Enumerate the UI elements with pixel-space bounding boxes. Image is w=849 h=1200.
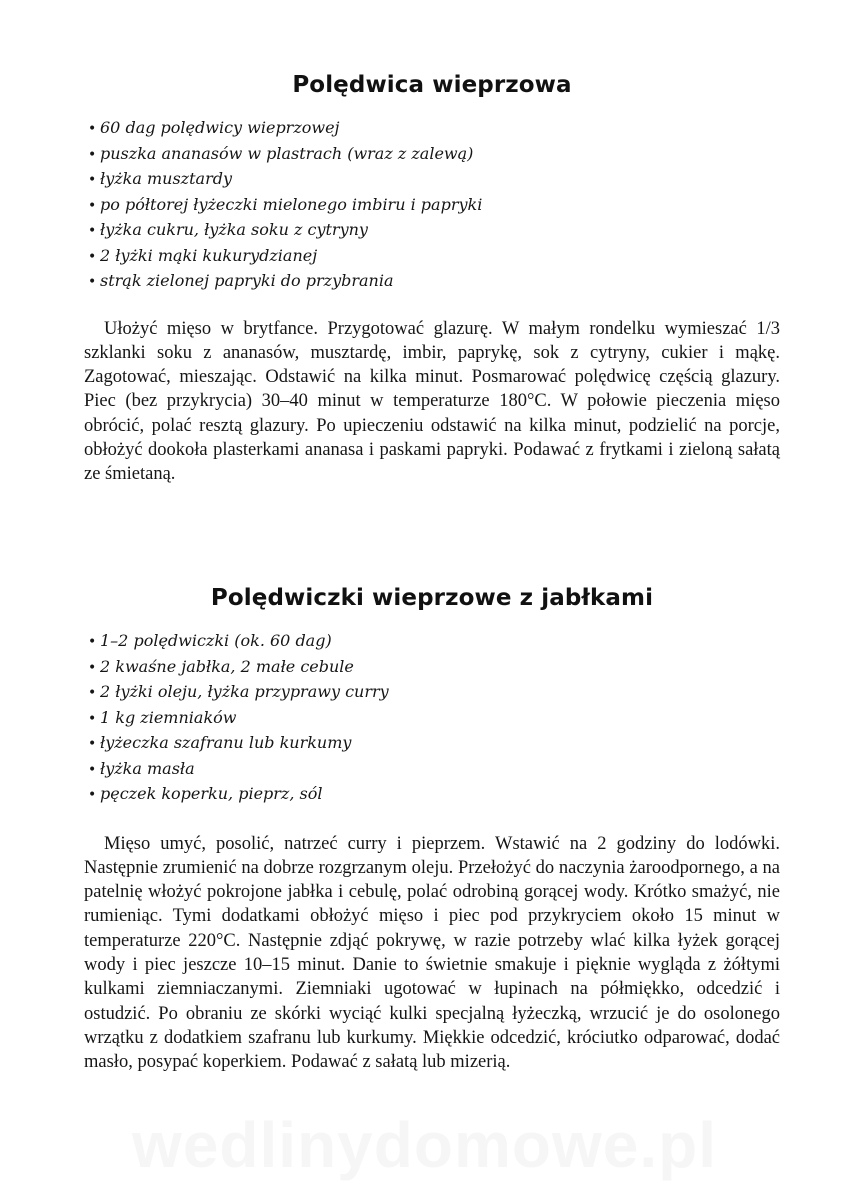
ingredient-text: pęczek koperku, pieprz, sól [100,784,323,803]
ingredient-text: łyżka musztardy [100,169,232,188]
bullet-icon: • [88,710,97,727]
ingredient-item [88,244,780,270]
bullet-icon: • [88,248,97,265]
bullet-icon: • [88,197,97,214]
recipe-instructions: Ułożyć mięso w brytfance. Przygotować glazurę. W małym rondelku wymieszać 1/3 szklanki soku z ananasów, musztardę, imbir, paprykę, sok z cytryny, cukier i mąkę. Zagotować, mieszając. Odstawić na kilka minut. Posmarować polędwicę częścią glazury. Piec (bez przykrycia) 30–40 minut w temperaturze 180°C. W połowie pieczenia mięso obrócić, polać resztą glazury. Po upieczeniu odstawić na kilka minut, podzielić na porcje, obłożyć dookoła plasterkami ananasa i paskami papryki. Podawać z frytkami i zieloną sałatą ze śmietaną. [84,318,780,485]
ingredient-item [88,142,780,168]
ingredient-item [88,167,780,193]
ingredient-text: łyżka cukru, łyżka soku z cytryny [100,220,368,239]
ingredient-text: 2 łyżki oleju, łyżka przyprawy curry [100,682,389,701]
ingredient-item [88,269,780,295]
ingredient-item [88,629,780,655]
ingredients-list [84,116,780,295]
recipe-title: Polędwiczki wieprzowe z jabłkami [210,585,654,611]
ingredient-text: 2 łyżki mąki kukurydzianej [100,245,318,265]
ingredient-text: łyżka masła [100,758,195,778]
ingredient-text: 2 kwaśne jabłka, 2 małe cebule [100,656,354,676]
ingredient-item [88,782,780,808]
bullet-icon: • [88,223,97,239]
recipe-instructions: Mięso umyć, posolić, natrzeć curry i pieprzem. Wstawić na 2 godziny do lodówki. Następnie zrumienić na dobrze rozgrzanym oleju. Przełożyć do naczynia żaroodpornego, a na patelnię włożyć pokrojone jabłka i cebulę, polać odrobiną gorącej wody. Krótko smażyć, nie rumieniąc. Tymi dodatkami obłożyć mięso i piec pod przykryciem około 15 minut w temperaturze 220°C. Następnie zdjąć pokrywę, w razie potrzeby wlać kilka łyżek gorącej wody i piec jeszcze 10–15 minut. Danie to świetnie smakuje i pięknie wygląda z żółtymi kulkami ziemniaczanymi. Ziemniaki ugotować w łupinach na półmiękko, odcedzić i ostudzić. Po obraniu ze skórki wyciąć kulki specjalną łyżeczką, wrzucić je do osolonego wrzątku z dodatkiem szafranu lub kurkumy. Miękkie odcedzić, króciutko odparować, dodać masło, posypać koperkiem. Podawać z sałatą lub mizerią. [84,833,780,1073]
ingredient-item [88,706,780,732]
ingredient-text: 1–2 polędwiczki (ok. 60 dag) [100,631,332,650]
ingredient-item [88,193,780,219]
bullet-icon: • [88,761,97,778]
bullet-icon: • [88,274,97,290]
bullet-icon: • [88,121,97,137]
ingredient-item [88,218,780,244]
ingredient-item [88,116,780,142]
recipe-title: Polędwica wieprzowa [292,72,572,98]
watermark: wedlinydomowe.pl [132,1109,717,1181]
bullet-icon: • [88,659,97,676]
bullet-icon: • [88,736,97,752]
ingredient-item [88,680,780,706]
ingredient-text: puszka ananasów w plastrach (wraz z zalewą) [100,143,474,163]
bullet-icon: • [88,146,97,163]
ingredients-list [84,629,780,808]
ingredient-item [88,757,780,783]
ingredient-item [88,731,780,757]
bullet-icon: • [88,172,97,188]
recipe-poledwiczki-z-jablkami [84,585,780,1074]
bullet-icon: • [88,634,97,650]
ingredient-text: 1 kg ziemniaków [100,707,237,727]
ingredient-text: strąk zielonej papryki do przybrania [100,271,394,290]
bullet-icon: • [88,787,97,803]
recipe-poledwica-wieprzowa [84,72,780,487]
bullet-icon: • [88,685,97,701]
ingredient-text: 60 dag polędwicy wieprzowej [100,118,340,137]
ingredient-text: po półtorej łyżeczki mielonego imbiru i papryki [100,194,483,214]
ingredient-item [88,655,780,681]
ingredient-text: łyżeczka szafranu lub kurkumy [100,733,352,752]
